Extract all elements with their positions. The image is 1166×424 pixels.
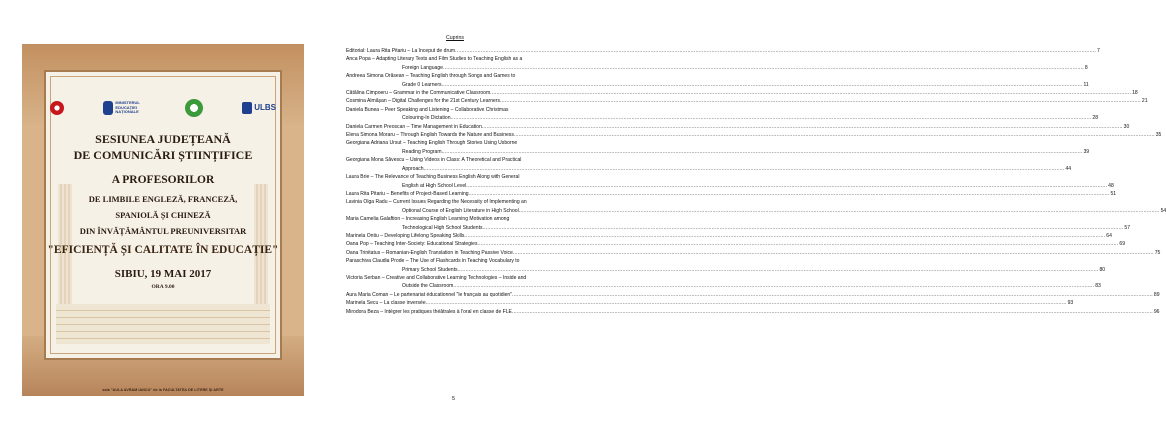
toc-leader-dots: ................................................................................................................................................................................................................................................................................................................................................................................................................ xyxy=(450,115,1092,122)
toc-entry-text: Reading Program xyxy=(402,148,442,155)
toc-entry xyxy=(346,291,1160,299)
toc-page-number: 18 xyxy=(1132,90,1138,97)
toc-entry xyxy=(346,240,1126,248)
ulbs-logo xyxy=(242,102,276,114)
poster-theme: "EFICIENȚĂ ȘI CALITATE ÎN EDUCAȚIE" xyxy=(47,244,279,256)
toc-leader-dots: ................................................................................................................................................................................................................................................................................................................................................................................................................ xyxy=(455,48,1097,54)
toc-leader-dots: ................................................................................................................................................................................................................................................................................................................................................................................................................ xyxy=(425,300,1067,307)
toc-leader-dots: ................................................................................................................................................................................................................................................................................................................................................................................................................ xyxy=(441,148,1083,155)
toc-entry xyxy=(346,308,1160,316)
toc-page-number: 8 xyxy=(1084,64,1088,71)
toc-entry xyxy=(346,215,1131,232)
toc-leader-dots: ................................................................................................................................................................................................................................................................................................................................................................................................................ xyxy=(453,283,1095,290)
toc-page-number: 28 xyxy=(1092,115,1099,122)
toc-entry-text: Primary School Students xyxy=(402,266,458,273)
toc-entry xyxy=(346,257,1106,274)
toc-entry-text: Optional Course of English Literature in High School xyxy=(402,207,519,214)
logo-row xyxy=(50,96,276,120)
toc-entry-text: Outside the Classroom xyxy=(402,283,454,290)
ministry-logo xyxy=(103,101,145,115)
toc-leader-dots: ................................................................................................................................................................................................................................................................................................................................................................................................................ xyxy=(512,291,1153,298)
toc-entry xyxy=(346,97,1148,105)
toc-entry xyxy=(346,173,1114,190)
toc-leader-dots: ................................................................................................................................................................................................................................................................................................................................................................................................................ xyxy=(500,98,1141,105)
poster-title-line1: SESIUNEA JUDEȚEANĂ xyxy=(95,132,231,146)
toc-entry xyxy=(346,123,1130,131)
toc-leader-dots: ................................................................................................................................................................................................................................................................................................................................................................................................................ xyxy=(481,123,1123,130)
school-emblem-icon xyxy=(50,101,64,115)
toc-entry-text: Georgiana Adriana Ursut – Teaching English Through Stories Using Usborne xyxy=(346,140,518,147)
toc-page-number: 93 xyxy=(1067,300,1074,307)
toc-entry-text: Laura Brie – The Relevance of Teaching Business English Along with General xyxy=(346,174,520,181)
toc-entry-text: Approach xyxy=(402,165,424,172)
toc-leader-dots: ................................................................................................................................................................................................................................................................................................................................................................................................................ xyxy=(482,224,1124,231)
toc-entry-text: Foreign Language xyxy=(402,64,443,71)
toc-page-number: 30 xyxy=(1123,123,1130,130)
toc-entry-text: Lavinia Olga Radu – Current Issues Regarding the Necessity of Implementing an xyxy=(346,199,527,206)
poster-title-line6: DIN ÎNVĂȚĂMÂNTUL PREUNIVERSITAR xyxy=(79,226,247,236)
toc-entry-text: Mirodora Beza – Intégrer les pratiques théâtrales à l'oral en classe de FLE xyxy=(346,308,512,315)
toc-entry-text: Elena Simona Moraru – Through English Towards the Nature and Business xyxy=(346,132,514,139)
toc-entry-text: Andreea Simona Orăsean – Teaching English through Songs and Games to xyxy=(346,73,516,80)
poster-venue: sala "AULA AVRAM IANCU" de la FACULTATEA DE LITERE ȘI ARTE xyxy=(102,388,224,392)
poster-title-line2: DE COMUNICĂRI ȘTIINȚIFICE xyxy=(73,148,253,162)
toc-entry-text: Maria Camelia Galaftion – Increasing English Learning Motivation among xyxy=(346,216,510,223)
toc-entry-text: Technological High School Students xyxy=(402,224,483,231)
toc-entry xyxy=(346,249,1161,257)
toc-entry-text: English at High School Level xyxy=(402,182,467,189)
toc-leader-dots: ................................................................................................................................................................................................................................................................................................................................................................................................................ xyxy=(518,207,1160,214)
toc-entry-text: Paraschiva Claudia Prode – The Use of Flashcards in Teaching Vocabulary to xyxy=(346,258,520,265)
toc-entry xyxy=(346,89,1138,97)
toc-entry-text: Marinela Secu – La classe inversée xyxy=(346,300,426,307)
toc-entry-text: Laura Rita Pitariu – Benefits of Project-Based Learning xyxy=(346,190,469,197)
toc-entry-text: Marinela Ontiu – Developing Lifelong Speaking Skills xyxy=(346,232,465,239)
toc-entry-text: Anca Popa – Adapting Literary Texts and Film Studies to Teaching English as a xyxy=(346,56,523,63)
toc-entry xyxy=(346,106,1099,123)
toc-entry xyxy=(346,274,1101,291)
toc-entry-text: Daniela Carmen Preoscan – Time Management in Education xyxy=(346,123,482,130)
ministry-emblem-icon xyxy=(103,101,113,115)
poster-date: SIBIU, 19 MAI 2017 xyxy=(114,268,212,280)
toc-leader-dots: ................................................................................................................................................................................................................................................................................................................................................................................................................ xyxy=(513,132,1155,139)
ulbs-logo-text: ULBS xyxy=(254,103,276,112)
poster-title-line4: DE LIMBILE ENGLEZĂ, FRANCEZĂ, xyxy=(88,194,238,204)
toc-entry-text: Oana Trinitatus – Romanian-English Translation in Teaching Passive Voice xyxy=(346,249,513,256)
conference-poster xyxy=(22,44,304,396)
toc-leader-dots: ................................................................................................................................................................................................................................................................................................................................................................................................................ xyxy=(490,90,1132,97)
toc-leader-dots: ................................................................................................................................................................................................................................................................................................................................................................................................................ xyxy=(466,182,1108,189)
toc-entry xyxy=(346,47,1100,55)
toc-leader-dots: ................................................................................................................................................................................................................................................................................................................................................................................................................ xyxy=(511,308,1153,315)
green-logo xyxy=(185,99,203,117)
stairs-decoration xyxy=(56,304,270,344)
green-emblem-icon xyxy=(185,99,203,117)
toc-page-number: 44 xyxy=(1065,165,1072,172)
toc-leader-dots: ................................................................................................................................................................................................................................................................................................................................................................................................................ xyxy=(512,249,1154,256)
toc-page-number: 83 xyxy=(1095,283,1101,290)
poster-title-line5: SPANIOLĂ ȘI CHINEZĂ xyxy=(115,210,211,220)
toc-heading: Cuprins xyxy=(446,35,464,41)
ministry-logo-text: MINISTERUL EDUCAȚIEI NAȚIONALE xyxy=(115,100,140,115)
toc-page-number: 48 xyxy=(1108,182,1114,189)
toc-entry xyxy=(346,299,1074,307)
toc-page-number: 7 xyxy=(1097,48,1100,54)
toc-entry-text: Cosmina Almășan – Digital Challenges for the 21st Century Learners xyxy=(346,98,501,105)
toc-page-number: 89 xyxy=(1153,291,1160,298)
toc-page-number: 51 xyxy=(1110,190,1117,197)
toc-entry xyxy=(346,55,1088,72)
toc-entry xyxy=(346,232,1112,240)
ulbs-emblem-icon xyxy=(242,102,252,114)
toc-page-number: 39 xyxy=(1083,148,1090,155)
toc-entry-text: Editorial: Laura Rita Pitariu – La început de drum xyxy=(346,48,456,54)
toc-leader-dots: ................................................................................................................................................................................................................................................................................................................................................................................................................ xyxy=(468,190,1110,197)
table-of-contents xyxy=(346,47,1166,316)
toc-page-number: 21 xyxy=(1141,98,1148,105)
toc-entry-text: Aura Maria Coman – Le partenariat éducationnel "le français au quotidien" xyxy=(346,291,513,298)
toc-leader-dots: ................................................................................................................................................................................................................................................................................................................................................................................................................ xyxy=(457,266,1099,273)
toc-page-number: 57 xyxy=(1124,224,1131,231)
toc-entry xyxy=(346,156,1072,173)
toc-entry-text: Grade 0 Learners xyxy=(402,81,442,88)
toc-entry xyxy=(346,139,1090,156)
toc-page-number: 96 xyxy=(1153,308,1160,315)
toc-leader-dots: ................................................................................................................................................................................................................................................................................................................................................................................................................ xyxy=(441,81,1083,88)
toc-leader-dots: ................................................................................................................................................................................................................................................................................................................................................................................................................ xyxy=(442,64,1084,71)
toc-page-number: 75 xyxy=(1154,249,1161,256)
toc-entry-text: Cătălina Cimpoeru – Grammar in the Communicative Classroom xyxy=(346,90,491,97)
toc-page-number: 80 xyxy=(1099,266,1106,273)
toc-entry-text: Georgiana Mona Săvescu – Using Videos in Class: A Theoretical and Practical xyxy=(346,157,522,164)
toc-entry xyxy=(346,190,1117,198)
toc-entry-text: Victoria Serban – Creative and Collaborative Learning Technologies – Inside and xyxy=(346,274,527,281)
toc-page-number: 35 xyxy=(1155,132,1162,139)
toc-leader-dots: ................................................................................................................................................................................................................................................................................................................................................................................................................ xyxy=(464,232,1106,239)
poster-time: ORA 9.00 xyxy=(151,284,175,290)
toc-entry xyxy=(346,72,1089,89)
school-logo xyxy=(50,101,64,115)
toc-entry xyxy=(346,131,1162,139)
toc-entry-text: Colouring-In Dictation xyxy=(402,115,451,122)
toc-page-number: 54 xyxy=(1160,207,1166,214)
toc-leader-dots: ................................................................................................................................................................................................................................................................................................................................................................................................................ xyxy=(423,165,1065,172)
poster-title-line3: A PROFESORILOR xyxy=(111,174,215,186)
toc-page-number: 69 xyxy=(1119,241,1126,248)
poster-frame xyxy=(44,70,282,360)
toc-entry xyxy=(346,198,1166,215)
toc-entry-text: Daniela Bunea – Peer Speaking and Listening – Collaborative Christmas xyxy=(346,106,509,113)
toc-leader-dots: ................................................................................................................................................................................................................................................................................................................................................................................................................ xyxy=(477,241,1119,248)
toc-page-number: 11 xyxy=(1083,81,1089,88)
toc-page-number: 64 xyxy=(1106,232,1112,239)
page-number: 5 xyxy=(452,396,456,402)
toc-entry-text: Oana Pop – Teaching Inter-Society: Educational Strategies xyxy=(346,241,478,248)
